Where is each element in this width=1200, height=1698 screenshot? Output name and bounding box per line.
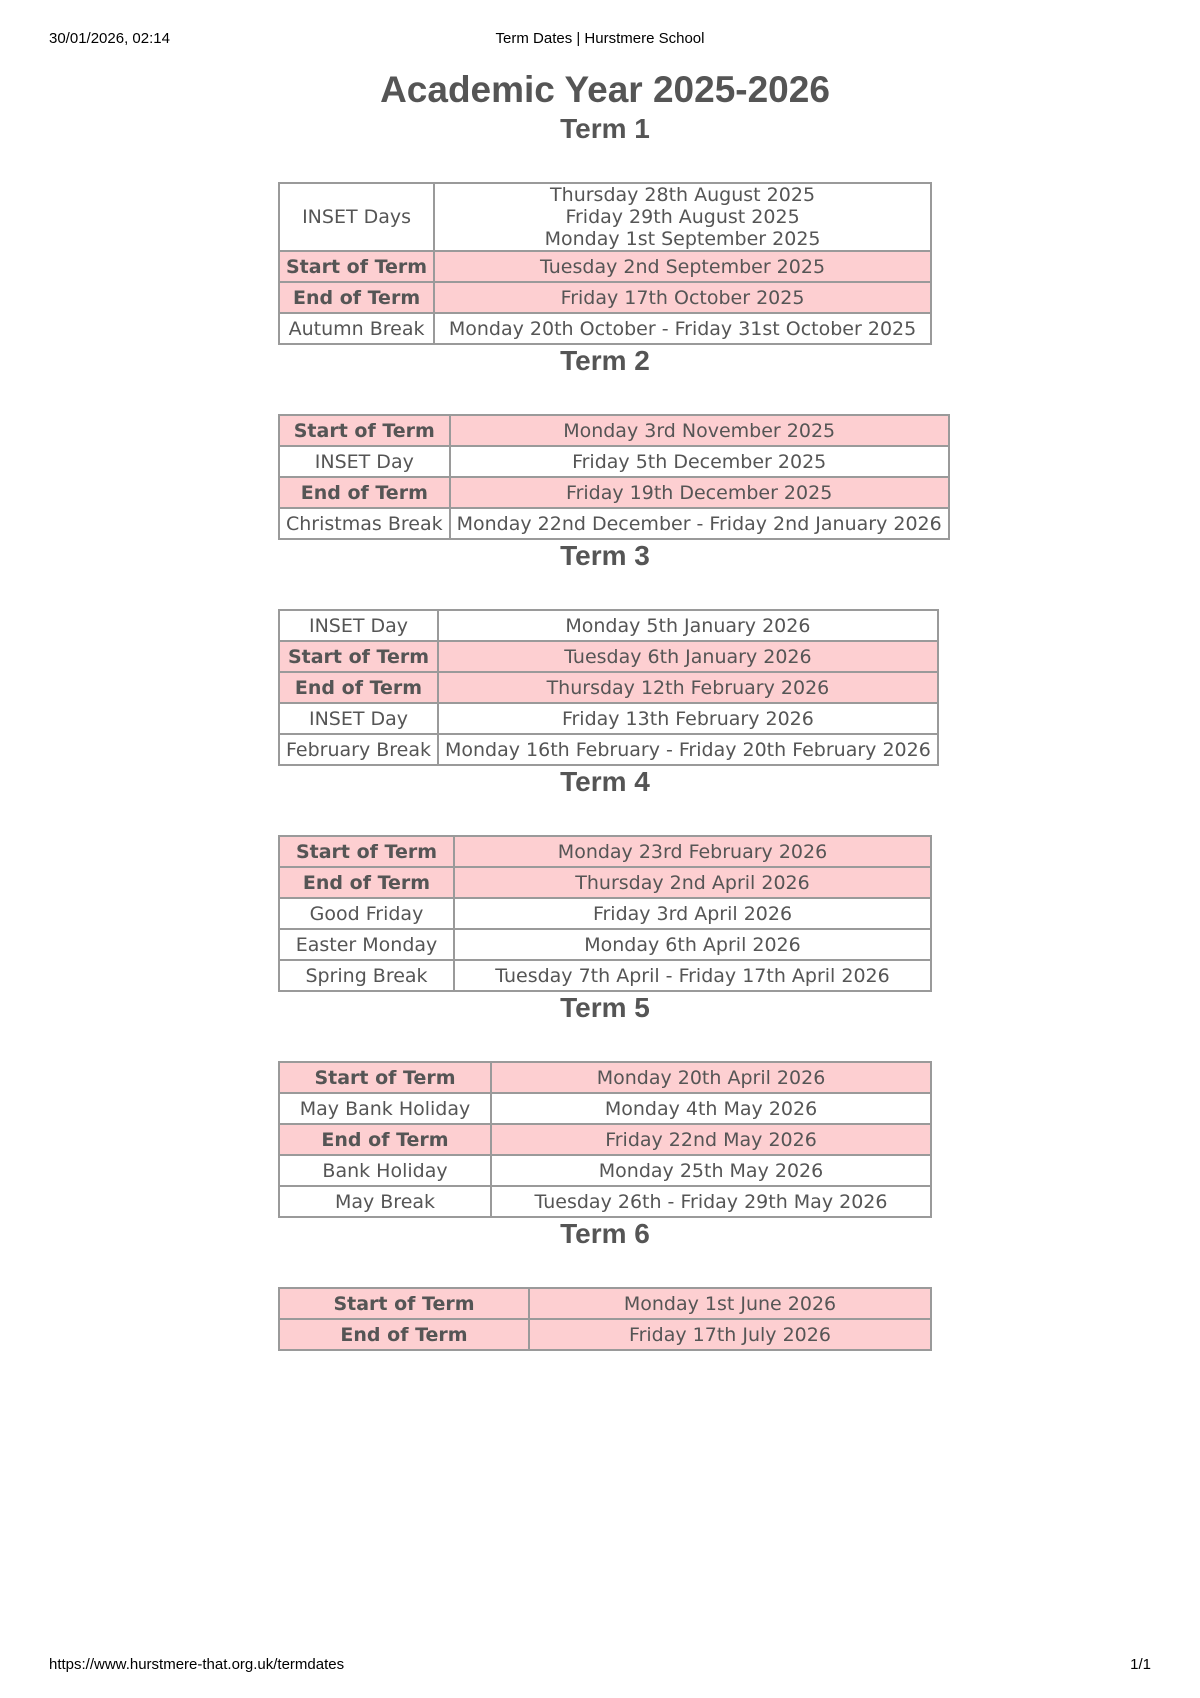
print-url: https://www.hurstmere-that.org.uk/termdates — [49, 1656, 345, 1673]
row-label: Start of Term — [279, 251, 434, 282]
row-dates: Monday 4th May 2026 — [491, 1093, 931, 1124]
row-dates: Friday 19th December 2025 — [450, 477, 949, 508]
table-row — [279, 1186, 931, 1217]
row-label: Start of Term — [279, 836, 454, 867]
row-label: Good Friday — [279, 898, 454, 929]
row-label: Christmas Break — [279, 508, 450, 539]
term-heading: Term 1 — [560, 113, 650, 144]
term-heading: Term 6 — [560, 1218, 650, 1249]
row-label: INSET Day — [279, 703, 438, 734]
table-row — [279, 446, 949, 477]
table-row — [279, 508, 949, 539]
table-row — [279, 1319, 931, 1350]
term-heading: Term 5 — [560, 992, 650, 1023]
table-row — [279, 867, 931, 898]
row-label: End of Term — [279, 1319, 529, 1350]
row-dates: Monday 16th February - Friday 20th February 2026 — [438, 734, 938, 765]
row-label: Bank Holiday — [279, 1155, 491, 1186]
table-row — [279, 1062, 931, 1093]
table-row — [279, 960, 931, 991]
row-dates: Monday 5th January 2026 — [438, 610, 938, 641]
row-label: Autumn Break — [279, 313, 434, 344]
term-2-table — [278, 414, 950, 540]
term-heading: Term 3 — [560, 540, 650, 571]
row-dates: Friday 22nd May 2026 — [491, 1124, 931, 1155]
row-dates: Monday 20th October - Friday 31st October 2025 — [434, 313, 931, 344]
row-label: Start of Term — [279, 641, 438, 672]
print-page-title: Term Dates | Hurstmere School — [495, 30, 705, 47]
row-label: Start of Term — [279, 415, 450, 446]
row-label: INSET Day — [279, 446, 450, 477]
term-6-table — [278, 1287, 932, 1351]
row-label: Start of Term — [279, 1062, 491, 1093]
row-label: May Break — [279, 1186, 491, 1217]
row-dates: Thursday 2nd April 2026 — [454, 867, 931, 898]
table-row — [279, 672, 938, 703]
term-5-table — [278, 1061, 932, 1218]
term-heading: Term 2 — [560, 345, 650, 376]
table-row — [279, 415, 949, 446]
row-dates: Monday 1st June 2026 — [529, 1288, 931, 1319]
row-dates: Friday 17th October 2025 — [434, 282, 931, 313]
table-row — [279, 251, 931, 282]
row-label: End of Term — [279, 477, 450, 508]
page-title: Academic Year 2025-2026 — [380, 69, 830, 110]
table-row — [279, 836, 931, 867]
row-label: Start of Term — [279, 1288, 529, 1319]
date-line: Friday 29th August 2025 — [565, 206, 800, 228]
row-label: INSET Day — [279, 610, 438, 641]
page-number: 1/1 — [1130, 1656, 1151, 1673]
row-dates: Monday 25th May 2026 — [491, 1155, 931, 1186]
row-label: February Break — [279, 734, 438, 765]
date-line: Thursday 28th August 2025 — [550, 184, 816, 206]
table-row — [279, 282, 931, 313]
print-header — [49, 30, 1151, 52]
row-dates: Tuesday 26th - Friday 29th May 2026 — [491, 1186, 931, 1217]
table-row — [279, 1155, 931, 1186]
term-dates-content — [278, 67, 942, 1351]
row-dates: Monday 20th April 2026 — [491, 1062, 931, 1093]
table-row — [279, 898, 931, 929]
table-row — [279, 477, 949, 508]
date-line: Monday 1st September 2025 — [544, 228, 821, 250]
table-row — [279, 1093, 931, 1124]
row-dates: Monday 22nd December - Friday 2nd January 2026 — [450, 508, 949, 539]
row-dates: Friday 13th February 2026 — [438, 703, 938, 734]
term-4-table — [278, 835, 932, 992]
row-label: End of Term — [279, 867, 454, 898]
row-dates: Monday 3rd November 2025 — [450, 415, 949, 446]
table-row — [279, 313, 931, 344]
table-row — [279, 1124, 931, 1155]
term-heading: Term 4 — [560, 766, 650, 797]
table-row — [279, 183, 931, 251]
table-row — [279, 610, 938, 641]
print-footer — [49, 1656, 1151, 1678]
row-label: End of Term — [279, 282, 434, 313]
row-dates: Friday 17th July 2026 — [529, 1319, 931, 1350]
row-dates — [434, 183, 931, 251]
table-row — [279, 734, 938, 765]
row-dates: Tuesday 2nd September 2025 — [434, 251, 931, 282]
row-label: Easter Monday — [279, 929, 454, 960]
table-row — [279, 641, 938, 672]
row-dates: Monday 6th April 2026 — [454, 929, 931, 960]
row-label: End of Term — [279, 672, 438, 703]
term-3-table — [278, 609, 939, 766]
row-label: Spring Break — [279, 960, 454, 991]
row-label: End of Term — [279, 1124, 491, 1155]
row-label: INSET Days — [279, 183, 434, 251]
row-dates: Friday 3rd April 2026 — [454, 898, 931, 929]
term-1-table — [278, 182, 932, 345]
print-timestamp: 30/01/2026, 02:14 — [49, 30, 170, 47]
row-dates: Friday 5th December 2025 — [450, 446, 949, 477]
row-label: May Bank Holiday — [279, 1093, 491, 1124]
table-row — [279, 929, 931, 960]
row-dates: Monday 23rd February 2026 — [454, 836, 931, 867]
row-dates: Tuesday 7th April - Friday 17th April 2026 — [454, 960, 931, 991]
table-row — [279, 703, 938, 734]
row-dates: Thursday 12th February 2026 — [438, 672, 938, 703]
row-dates: Tuesday 6th January 2026 — [438, 641, 938, 672]
table-row — [279, 1288, 931, 1319]
